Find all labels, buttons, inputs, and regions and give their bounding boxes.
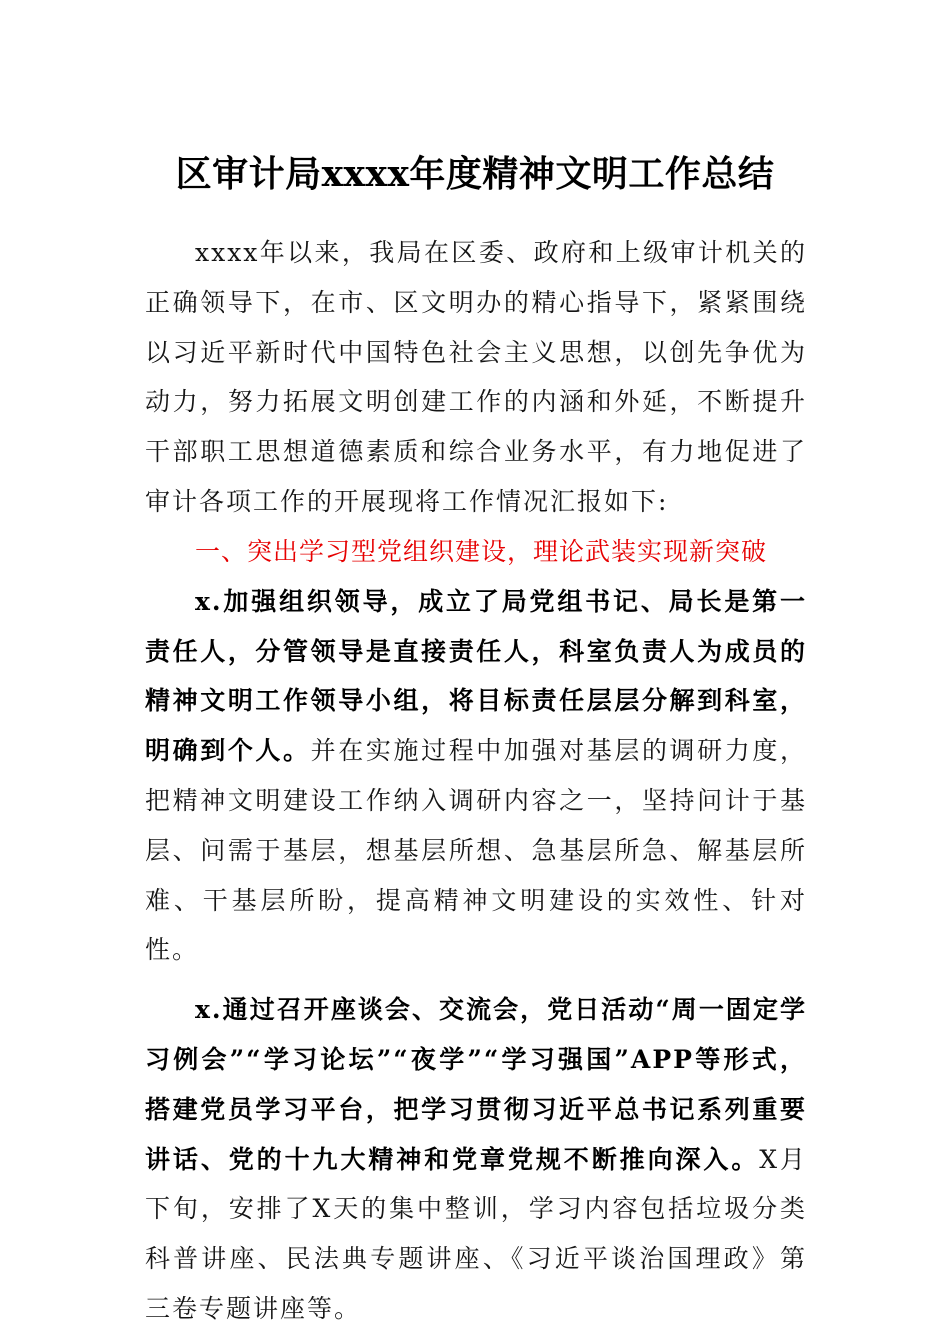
item-2-text: X月下旬，安排了X天的集中整训，学习内容包括垃圾分类科普讲座、民法典专题讲座、《习近平谈治国理政》第三卷专题讲座等。 [145, 1144, 807, 1323]
item-1-text: 并在实施过程中加强对基层的调研力度，把精神文明建设工作纳入调研内容之一，坚持问计于基层、问需于基层，想基层所想、急基层所急、解基层所难、干基层所盼，提高精神文明建设的实效性、针对性。 [145, 736, 807, 965]
section-heading-1: 一、突出学习型党组织建设，理论武装实现新突破 [195, 536, 768, 566]
item-paragraph-1 [145, 577, 807, 975]
item-paragraph-2 [145, 985, 807, 1334]
document-body [145, 228, 807, 1334]
intro-paragraph: xxxx年以来，我局在区委、政府和上级审计机关的正确领导下，在市、区文明办的精心指导下，紧紧围绕以习近平新时代中国特色社会主义思想，以创先争优为动力，努力拓展文明创建工作的内涵和外延，不断提升干部职工思想道德素质和综合业务水平，有力地促进了审计各项工作的开展现将工作情况汇报如下: [145, 238, 807, 516]
paragraph-gap [145, 975, 807, 985]
item-1-bold-text: x.加强组织领导，成立了局党组书记、局长是第一责任人，分管领导是直接责任人，科室负责人为成员的精神文明工作领导小组，将目标责任层层分解到科室，明确到个人。 [145, 586, 807, 766]
document-title: 区审计局xxxx年度精神文明工作总结 [175, 153, 775, 195]
item-2-bold-text: x.通过召开座谈会、交流会，党日活动“周一固定学习例会”“学习论坛”“夜学”“学习强国”APP等形式，搭建党员学习平台，把学习贯彻习近平总书记系列重要讲话、党的十九大精神和党章党规不断推向深入。 [145, 995, 807, 1174]
